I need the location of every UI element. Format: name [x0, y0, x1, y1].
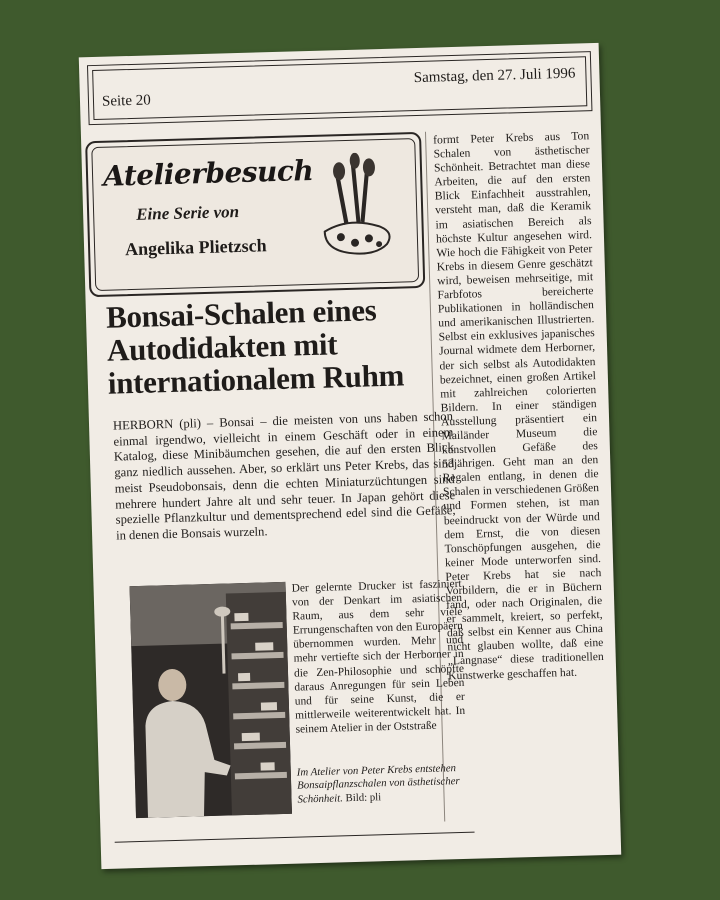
series-title: Atelierbesuch: [102, 153, 314, 193]
header-frame: [92, 56, 587, 120]
page-header: [87, 51, 592, 125]
article-middle-column: Der gelernte Drucker ist fasziniert von der Denkart im asiatischen Raum, aus dem sehr viele Errungenschaften von den Europäern übernommen wurden. Mehr und mehr vertiefte sich der Herborner in die Zen-Philosophie und schöpfte daraus Anregungen für sein Leben und für seine Kunst, die er mittlerweile weiterentwickelt hat. In seinem Atelier in der Oststraße: [291, 577, 466, 736]
series-subtitle: Eine Serie von: [135, 202, 240, 224]
article-right-column: formt Peter Krebs aus Ton Schalen von ästhetischer Schönheit. Betrachtet man diese Arbeiten, die auf den ersten Blick Einfachheit ausstrahlen, versteht man, daß die Keramik im asiatischen Bereich als höchste Kultur angesehen wird. Wie hoch die Fähigkeit von Peter Krebs in diesem Genre geschätzt wird, beweisen mehrseitige, mit Farbfotos bereicherte Publikationen in holländischen und amerikanischen Illustrierten. Selbst ein exklusives japanisches Journal widmete dem Herborner, der sich selbst als Autodidakten bezeichnet, einen großen Artikel mit zahlreichen colorierten Bildern. In einer ständigen Ausstellung präsentiert ein Mailänder Museum die kunstvollen Gefäße des 53jährigen. Geht man an den Regalen entlang, in denen die Schalen in verschiedenen Größen und Formen stehen, ist man beeindruckt von der Würde und dem Ernst, die von diesen Tonschöpfungen ausgehen, die keiner Mode unterworfen sind. Peter Krebs hat sie nach Vorbildern, die er in Büchern fand, oder nach Originalen, die er sammelt, kreiert, so perfekt, daß selbst ein Kenner aus China nicht glauben wollte, daß eine „Langnase“ diese traditionellen Kunstwerke geschaffen hat.: [433, 129, 604, 682]
photo-credit: Bild: pli: [345, 791, 382, 805]
palette-brushes-icon: [317, 152, 400, 264]
bottom-rule: [115, 832, 475, 843]
page-number: Seite 20: [101, 92, 151, 110]
photo-caption: [297, 762, 474, 807]
photo-caption-text: Im Atelier von Peter Krebs entstehen Bonsaipflanzschalen von ästhetischer Schönheit.: [296, 762, 460, 806]
series-box-frame: [91, 138, 419, 291]
article-headline: Bonsai-Schalen eines Autodidakten mit internationalem Ruhm: [105, 292, 405, 401]
article-lead-paragraph: HERBORN (pli) – Bonsai – die meisten von uns haben schon einmal irgendwo, vielleicht in einem Geschäft oder in einem Katalog, diese Minibäumchen gesehen, die auf den ersten Blick ganz niedlich aussehen. Aber, so erklärt uns Peter Krebs, das sind meist Pseudobonsais, denn die echten Miniaturzüchtungen sind mehrere hundert Jahre alt und sehr teuer. In Japan gehört diese spezielle Pflanzkultur und dementsprechend edel sind die Gefäße, in denen die Bonsais wurzeln.: [112, 409, 456, 543]
artist-photo: [130, 582, 292, 818]
series-author: Angelika Plietzsch: [124, 235, 267, 260]
newspaper-clipping: [79, 43, 621, 869]
series-box: [85, 132, 425, 297]
issue-date: Samstag, den 27. Juli 1996: [413, 65, 576, 87]
